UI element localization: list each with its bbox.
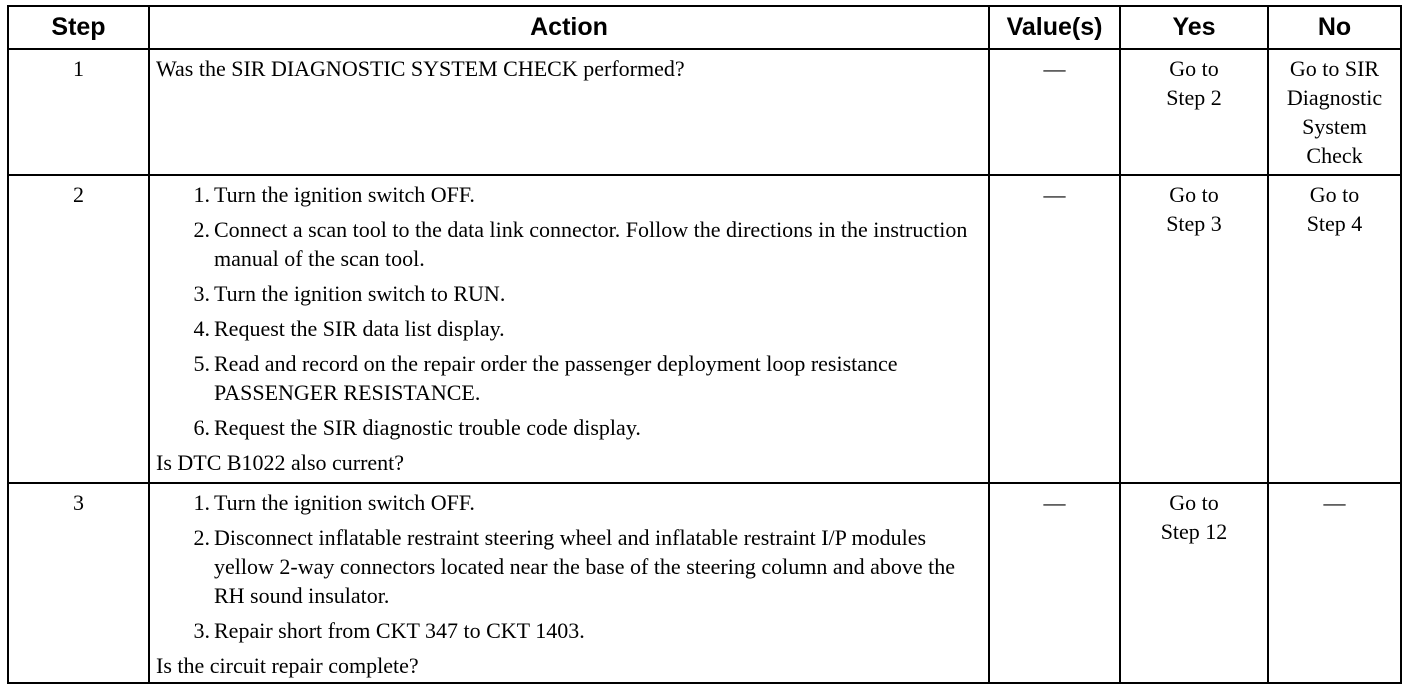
header-step: Step <box>8 6 149 49</box>
value-cell: — <box>989 49 1120 175</box>
list-item-text: Read and record on the repair order the passenger deployment loop resistance PASSENGER RESISTANCE. <box>214 351 898 405</box>
list-item-number: 3. <box>193 618 210 643</box>
list-item <box>182 215 982 273</box>
action-question: Was the SIR DIAGNOSTIC SYSTEM CHECK performed? <box>156 56 685 81</box>
list-item-text: Turn the ignition switch to RUN. <box>214 281 506 306</box>
list-item <box>182 488 982 517</box>
yes-cell: Go to Step 12 <box>1120 483 1268 683</box>
list-item-number: 2. <box>193 525 210 550</box>
action-step-list <box>156 180 982 442</box>
table-row <box>8 49 1401 175</box>
step-number: 2 <box>8 175 149 483</box>
value-cell: — <box>989 483 1120 683</box>
header-yes: Yes <box>1120 6 1268 49</box>
no-cell: Go to SIR Diagnostic System Check <box>1268 49 1401 175</box>
header-no: No <box>1268 6 1401 49</box>
action-cell <box>149 483 989 683</box>
list-item-number: 5. <box>193 351 210 376</box>
list-item-text: Disconnect inflatable restraint steering wheel and inflatable restraint I/P modules yellow 2-way connectors located near the base of the steering column and above the RH sound insulator. <box>214 525 955 608</box>
table-row <box>8 175 1401 483</box>
action-cell <box>149 175 989 483</box>
list-item-text: Repair short from CKT 347 to CKT 1403. <box>214 618 585 643</box>
list-item-text: Connect a scan tool to the data link connector. Follow the directions in the instruction manual of the scan tool. <box>214 217 968 271</box>
list-item-number: 2. <box>193 217 210 242</box>
list-item-number: 1. <box>193 182 210 207</box>
list-item-text: Turn the ignition switch OFF. <box>214 490 475 515</box>
list-item-number: 6. <box>193 415 210 440</box>
list-item-number: 4. <box>193 316 210 341</box>
list-item <box>182 523 982 610</box>
diagnostic-table-container <box>7 5 1402 684</box>
no-cell: Go to Step 4 <box>1268 175 1401 483</box>
list-item-text: Request the SIR data list display. <box>214 316 505 341</box>
action-question: Is DTC B1022 also current? <box>156 450 405 475</box>
action-question: Is the circuit repair complete? <box>156 653 419 678</box>
list-item-text: Request the SIR diagnostic trouble code display. <box>214 415 641 440</box>
list-item-number: 3. <box>193 281 210 306</box>
header-row <box>8 6 1401 49</box>
step-number: 3 <box>8 483 149 683</box>
no-cell: — <box>1268 483 1401 683</box>
header-action: Action <box>149 6 989 49</box>
yes-cell: Go to Step 2 <box>1120 49 1268 175</box>
diagnostic-table <box>7 5 1402 684</box>
action-cell <box>149 49 989 175</box>
step-number: 1 <box>8 49 149 175</box>
header-values: Value(s) <box>989 6 1120 49</box>
list-item <box>182 279 982 308</box>
action-step-list <box>156 488 982 645</box>
list-item <box>182 413 982 442</box>
list-item <box>182 314 982 343</box>
table-row <box>8 483 1401 683</box>
value-cell: — <box>989 175 1120 483</box>
list-item-number: 1. <box>193 490 210 515</box>
yes-cell: Go to Step 3 <box>1120 175 1268 483</box>
list-item <box>182 180 982 209</box>
list-item <box>182 349 982 407</box>
list-item <box>182 616 982 645</box>
list-item-text: Turn the ignition switch OFF. <box>214 182 475 207</box>
